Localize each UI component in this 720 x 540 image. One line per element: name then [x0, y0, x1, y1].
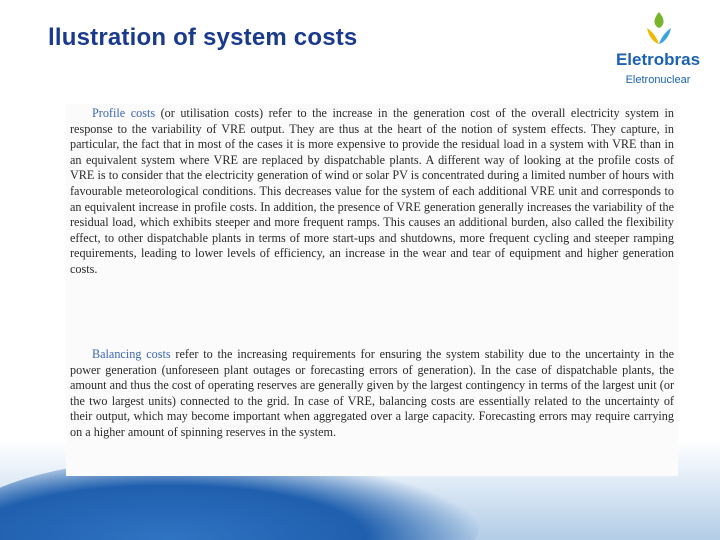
logo-brand-name: Eletrobras	[615, 50, 701, 69]
logo-subtitle: Eletronuclear	[625, 74, 691, 86]
document-excerpt	[66, 104, 678, 476]
paragraph-profile-costs	[70, 106, 674, 278]
paragraph-text: (or utilisation costs) refer to the increase in the generation cost of the overall electricity system in response to the variability of VRE output. They are thus at the heart of the notion of system effects. They capture, in particular, the fact that in most of the cases it is more expensive to provide the residual load in a system with VRE than in an equivalent system where VRE are replaced by dispatchable plants. A different way of looking at the profile costs of VRE is to consider that the electricity generation of wind or solar PV is concentrated during a limited number of hours with favourable meteorological conditions. This decreases value for the system of each additional VRE unit and corresponds to an equivalent increase in profile costs. In addition, the presence of VRE generation generally increases the variability of the residual load, which exhibits steeper and more frequent ramps. This causes an additional burden, also called the flexibility effect, to other dispatchable plants in terms of more start-ups and shutdowns, more frequent cycling and steeper ramping requirements, leading to lower levels of efficiency, an increase in the wear and tear of equipment and higher generation costs.	[70, 106, 675, 276]
term-profile-costs: Profile costs	[92, 106, 156, 120]
eletrobras-logo-icon	[645, 12, 673, 46]
eletrobras-logo	[608, 12, 708, 84]
term-balancing-costs: Balancing costs	[92, 347, 171, 361]
slide-title: llustration of system costs	[48, 24, 358, 51]
paragraph-balancing-costs	[70, 347, 674, 441]
paragraph-text: refer to the increasing requirements for ensuring the system stability due to the uncertainty in the power generation (unforeseen plant outages or forecasting errors of generation). In the case of dispatchable plants, the amount and thus the cost of operating reserves are generally given by the largest contingency in terms of the largest unit (or the two largest units) connected to the grid. In case of VRE, balancing costs are essentially related to the uncertainty of their output, which may become important when aggregated over a large capacity. Forecasting errors may require carrying on a higher amount of spinning reserves in the system.	[70, 347, 674, 439]
